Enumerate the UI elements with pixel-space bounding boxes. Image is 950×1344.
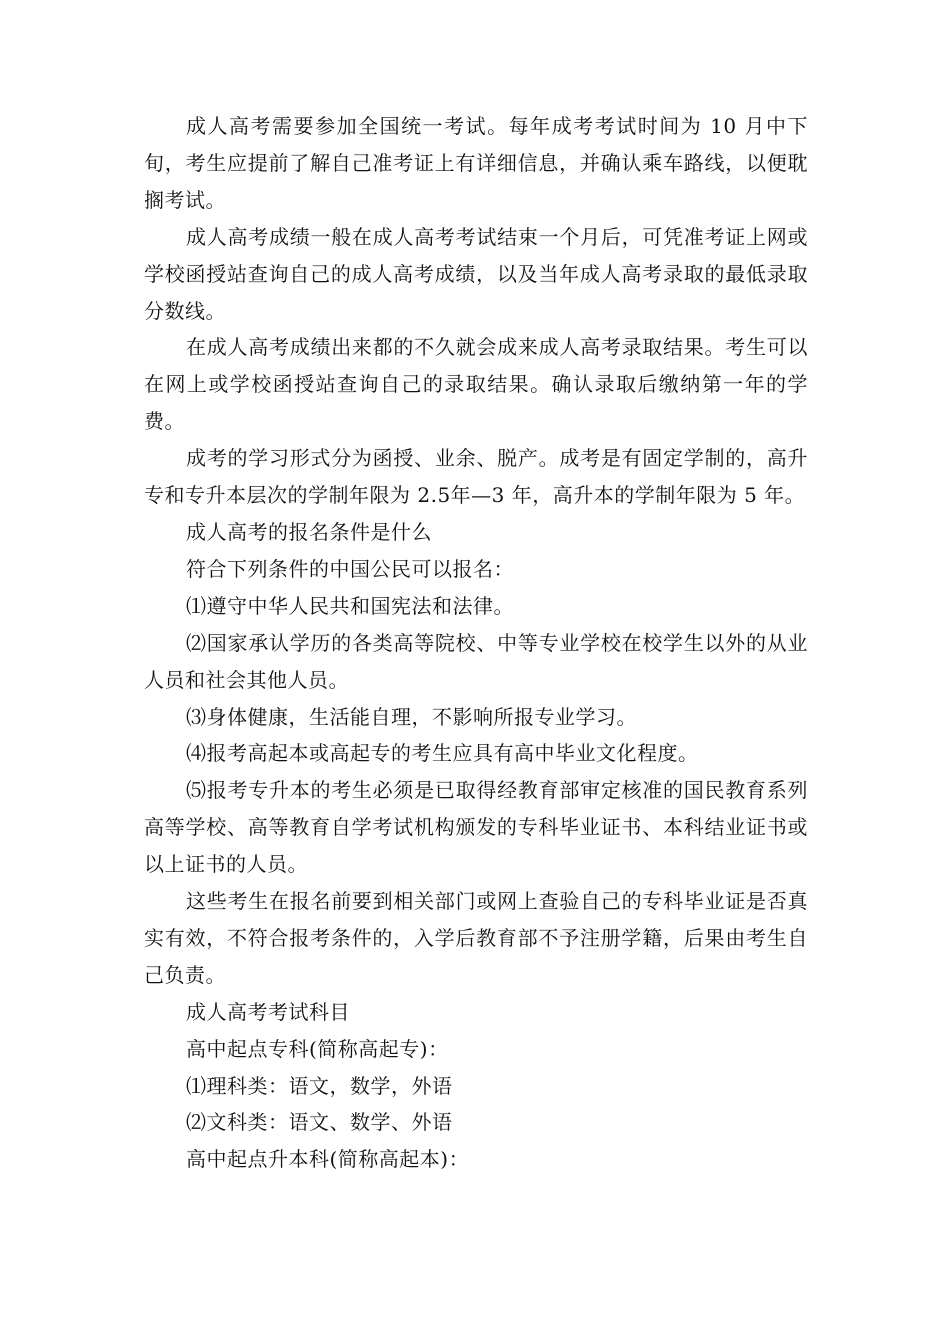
paragraph-verification-note: 这些考生在报名前要到相关部门或网上查验自己的专科毕业证是否真实有效，不符合报考条件的，入学后教育部不予注册学籍，后果由考生自己负责。	[144, 889, 808, 987]
paragraph-exam-scores: 成人高考成绩一般在成人高考考试结束一个月后，可凭准考证上网或学校函授站查询自己的成人高考成绩，以及当年成人高考录取的最低录取分数线。	[144, 224, 808, 323]
heading-registration-conditions: 成人高考的报名条件是什么	[186, 519, 432, 544]
subheading-high-school-to-college: 高中起点专科(简称高起专)：	[186, 1036, 449, 1061]
paragraph-exam-time: 成人高考需要参加全国统一考试。每年成考考试时间为 10 月中下旬，考生应提前了解自己准考证上有详细信息，并确认乘车路线，以便耽搁考试。	[144, 114, 808, 212]
paragraph-admission-results: 在成人高考成绩出来都的不久就会成来成人高考录取结果。考生可以在网上或学校函授站查询自己的录取结果。确认录取后缴纳第一年的学费。	[144, 335, 808, 434]
subheading-high-school-to-bachelor: 高中起点升本科(简称高起本)：	[186, 1147, 470, 1172]
list-item-condition-2: ⑵国家承认学历的各类高等院校、中等专业学校在校学生以外的从业人员和社会其他人员。	[144, 630, 808, 692]
list-item-condition-4: ⑷报考高起本或高起专的考生应具有高中毕业文化程度。	[186, 741, 699, 766]
list-item-condition-1: ⑴遵守中华人民共和国宪法和法律。	[186, 593, 514, 618]
paragraph-eligibility-intro: 符合下列条件的中国公民可以报名：	[186, 556, 514, 581]
heading-exam-subjects: 成人高考考试科目	[186, 999, 350, 1024]
paragraph-study-forms: 成考的学习形式分为函授、业余、脱产。成考是有固定学制的，高升专和专升本层次的学制年限为 2.5年—3 年，高升本的学制年限为 5 年。	[144, 446, 808, 508]
document-page	[144, 108, 808, 1178]
list-item-condition-3: ⑶身体健康，生活能自理，不影响所报专业学习。	[186, 704, 637, 729]
list-item-arts-subjects: ⑵文科类：语文、数学、外语	[186, 1110, 453, 1135]
list-item-science-subjects: ⑴理科类：语文，数学，外语	[186, 1073, 453, 1098]
list-item-condition-5: ⑸报考专升本的考生必须是已取得经教育部审定核准的国民教育系列高等学校、高等教育自学考试机构颁发的专科毕业证书、本科结业证书或以上证书的人员。	[144, 778, 808, 877]
